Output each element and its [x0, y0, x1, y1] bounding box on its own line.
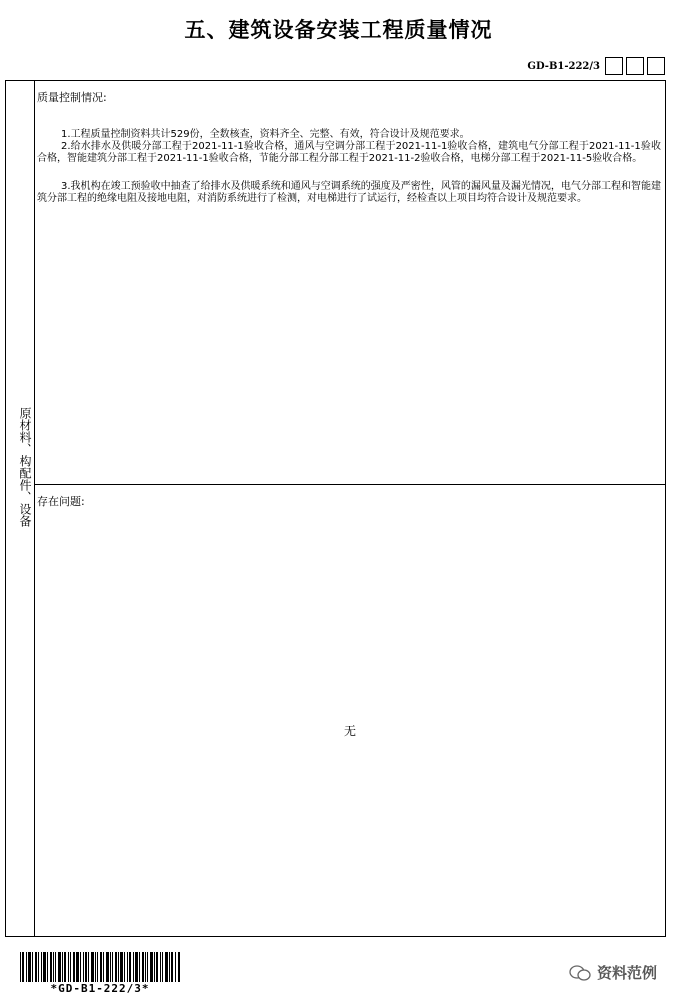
quality-control-label: 质量控制情况: [37, 91, 107, 104]
code-box-2 [626, 57, 644, 75]
quality-paragraph-3: 3.我机构在竣工预验收中抽查了给排水及供暖系统和通风与空调系统的强度及严密性，风管的漏风量及漏光情况，电气分部工程和智能建筑分部工程的绝缘电阻及接地电阻，对消防系统进行了检测，对电梯进行了试运行，经检查以上项目均符合设计及规范要求。 [37, 181, 661, 204]
form-table [5, 80, 666, 937]
form-code: GD-B1-222/3 [527, 60, 600, 72]
barcode-image [20, 952, 180, 982]
side-label: 原材料、构配件、设备 [18, 407, 32, 527]
issues-content: 无 [343, 724, 356, 738]
side-label-column [6, 81, 35, 936]
issues-section [35, 485, 665, 936]
form-code-row [527, 56, 665, 76]
issues-label: 存在问题: [37, 495, 85, 508]
document-title: 五、建筑设备安装工程质量情况 [184, 17, 493, 42]
code-box-3 [647, 57, 665, 75]
quality-paragraph-2: 2.给水排水及供暖分部工程于2021-11-1验收合格，通风与空调分部工程于2021-11-1验收合格，建筑电气分部工程于2021-11-1验收合格，智能建筑分部工程于2021-11-1验收合格，节能分部工程分部工程于2021-11-2验收合格，电梯分部工程于2021-11-5验收合格。 [37, 141, 661, 164]
watermark [569, 962, 657, 983]
quality-control-section [35, 81, 665, 485]
watermark-text: 资料范例 [596, 964, 657, 982]
wechat-icon [569, 965, 591, 981]
barcode-text: *GD-B1-222/3* [50, 982, 150, 995]
quality-paragraph-1: 1.工程质量控制资料共计529份，全数核查，资料齐全、完整、有效，符合设计及规范要求。 [61, 129, 470, 140]
code-box-1 [605, 57, 623, 75]
